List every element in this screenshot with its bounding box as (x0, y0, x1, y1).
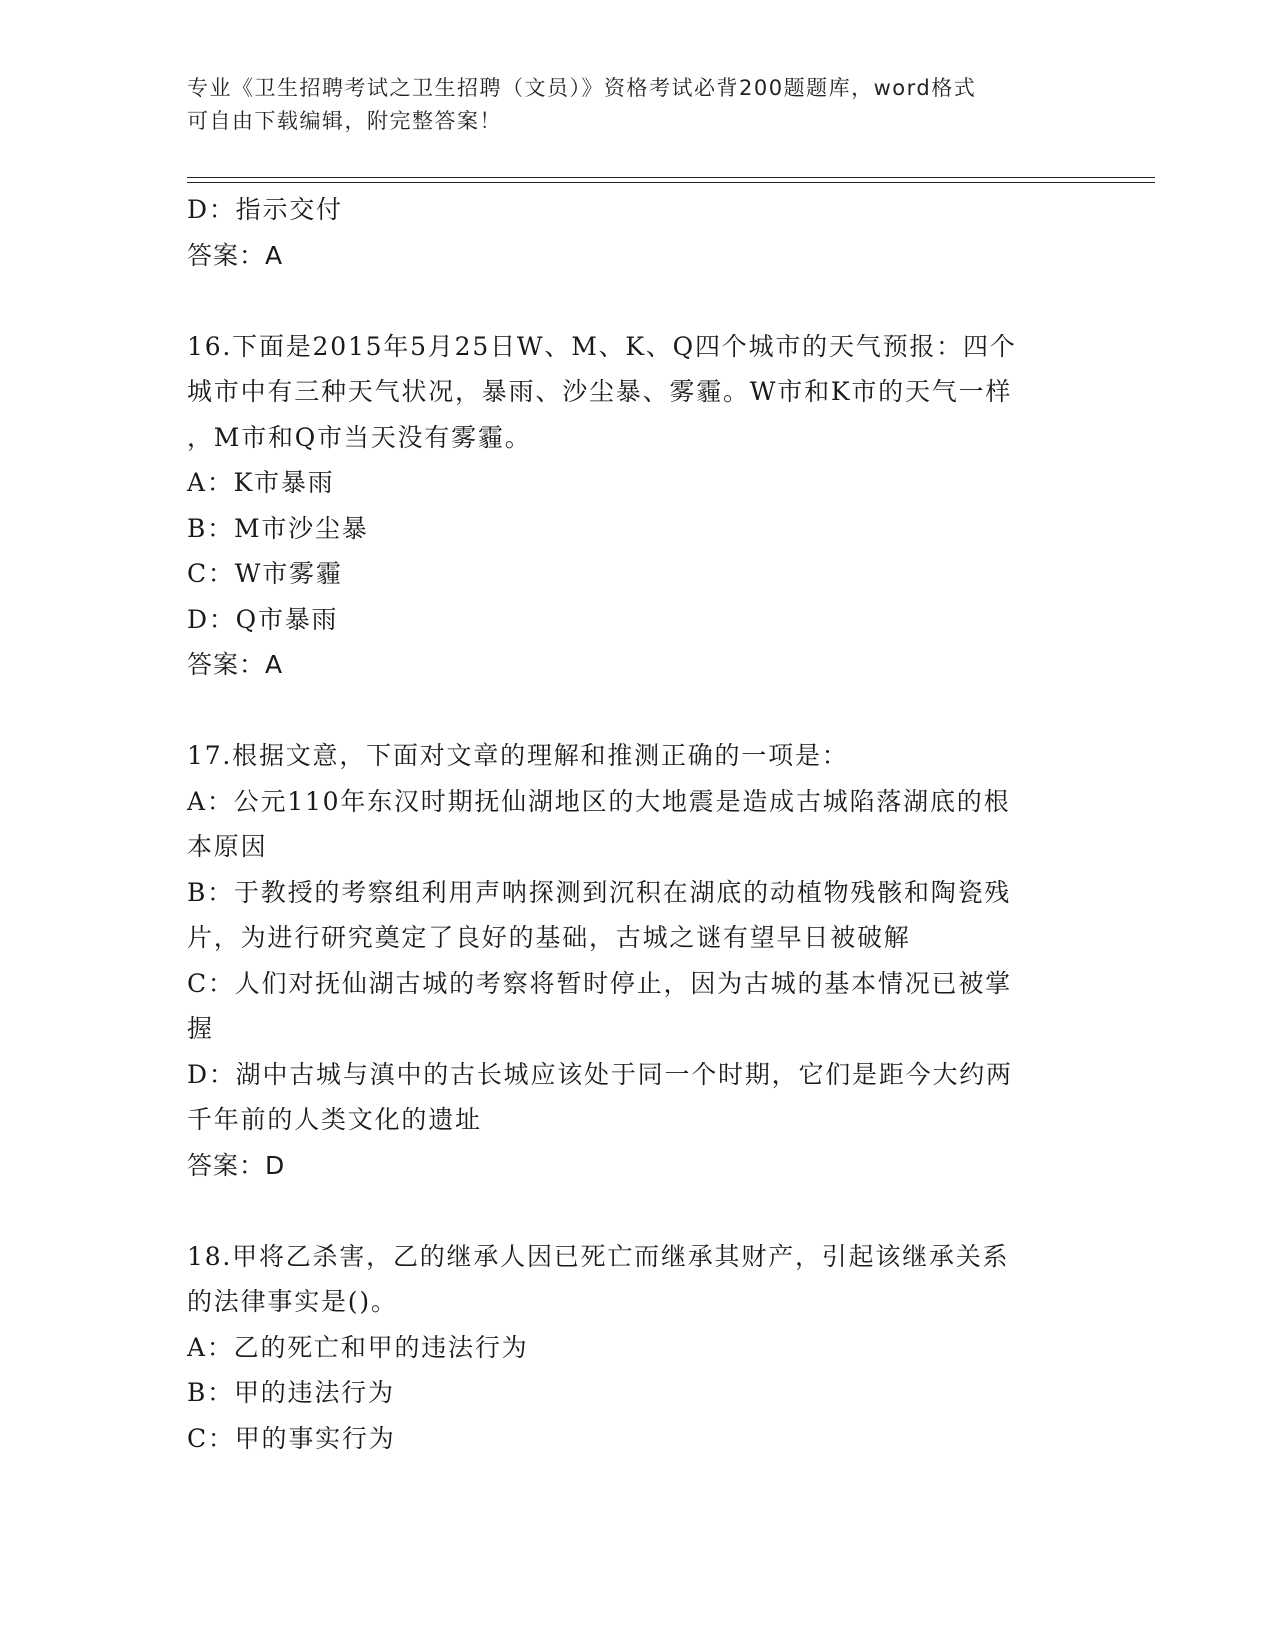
q17-answer: 答案：D (187, 1150, 286, 1180)
q18-option-a: A：乙的死亡和甲的违法行为 (187, 1332, 529, 1362)
spacer (187, 1188, 1087, 1234)
spacer (187, 278, 1087, 324)
q18-option-b: B：甲的违法行为 (187, 1378, 395, 1407)
q18-stem-line-2: 的法律事实是()。 (187, 1287, 398, 1316)
q16-option-a: A：K市暴雨 (187, 468, 335, 497)
q17-option-d-line-1: D：湖中古城与滇中的古长城应该处于同一个时期，它们是距今大约两 (187, 1059, 1013, 1089)
q17-option-a-line-2: 本原因 (187, 832, 268, 861)
q18-option-c: C：甲的事实行为 (187, 1423, 396, 1453)
q17-option-c-line-1: C：人们对抚仙湖古城的考察将暂时停止，因为古城的基本情况已被掌 (187, 968, 1012, 998)
q17-option-c-line-2: 握 (187, 1014, 214, 1043)
q16-stem-line-1: 16.下面是2015年5月25日W、M、K、Q四个城市的天气预报：四个 (187, 331, 1017, 361)
header-line-2: 可自由下载编辑，附完整答案！ (187, 109, 502, 133)
q16-option-c: C：W市雾霾 (187, 559, 343, 588)
q17-stem-line-1: 17.根据文意，下面对文章的理解和推测正确的一项是： (187, 741, 849, 770)
q16-option-b: B：M市沙尘暴 (187, 513, 369, 543)
spacer (187, 688, 1087, 734)
q16-stem-line-3: ，M市和Q市当天没有雾霾。 (187, 422, 532, 452)
header-divider-bottom (187, 182, 1155, 183)
document-header (187, 72, 1067, 138)
q17-option-d-line-2: 千年前的人类文化的遗址 (187, 1105, 482, 1134)
question-content (187, 187, 1087, 1461)
q17-option-b-line-1: B：于教授的考察组利用声呐探测到沉积在湖底的动植物残骸和陶瓷残 (187, 877, 1012, 907)
q17-option-a-line-1: A：公元110年东汉时期抚仙湖地区的大地震是造成古城陷落湖底的根 (187, 786, 1011, 816)
header-line-1: 专业《卫生招聘考试之卫生招聘（文员）》资格考试必背200题题库，word格式 (187, 76, 977, 100)
prev-option-d: D：指示交付 (187, 195, 343, 224)
q16-option-d: D：Q市暴雨 (187, 604, 339, 634)
q16-answer: 答案：A (187, 650, 284, 679)
q16-stem-line-2: 城市中有三种天气状况，暴雨、沙尘暴、雾霾。W市和K市的天气一样 (187, 377, 1013, 406)
header-divider-top (187, 177, 1155, 178)
q18-stem-line-1: 18.甲将乙杀害，乙的继承人因已死亡而继承其财产，引起该继承关系 (187, 1241, 1010, 1271)
q17-option-b-line-2: 片，为进行研究奠定了良好的基础，古城之谜有望早日被破解 (187, 923, 911, 952)
prev-answer: 答案：A (187, 240, 284, 270)
